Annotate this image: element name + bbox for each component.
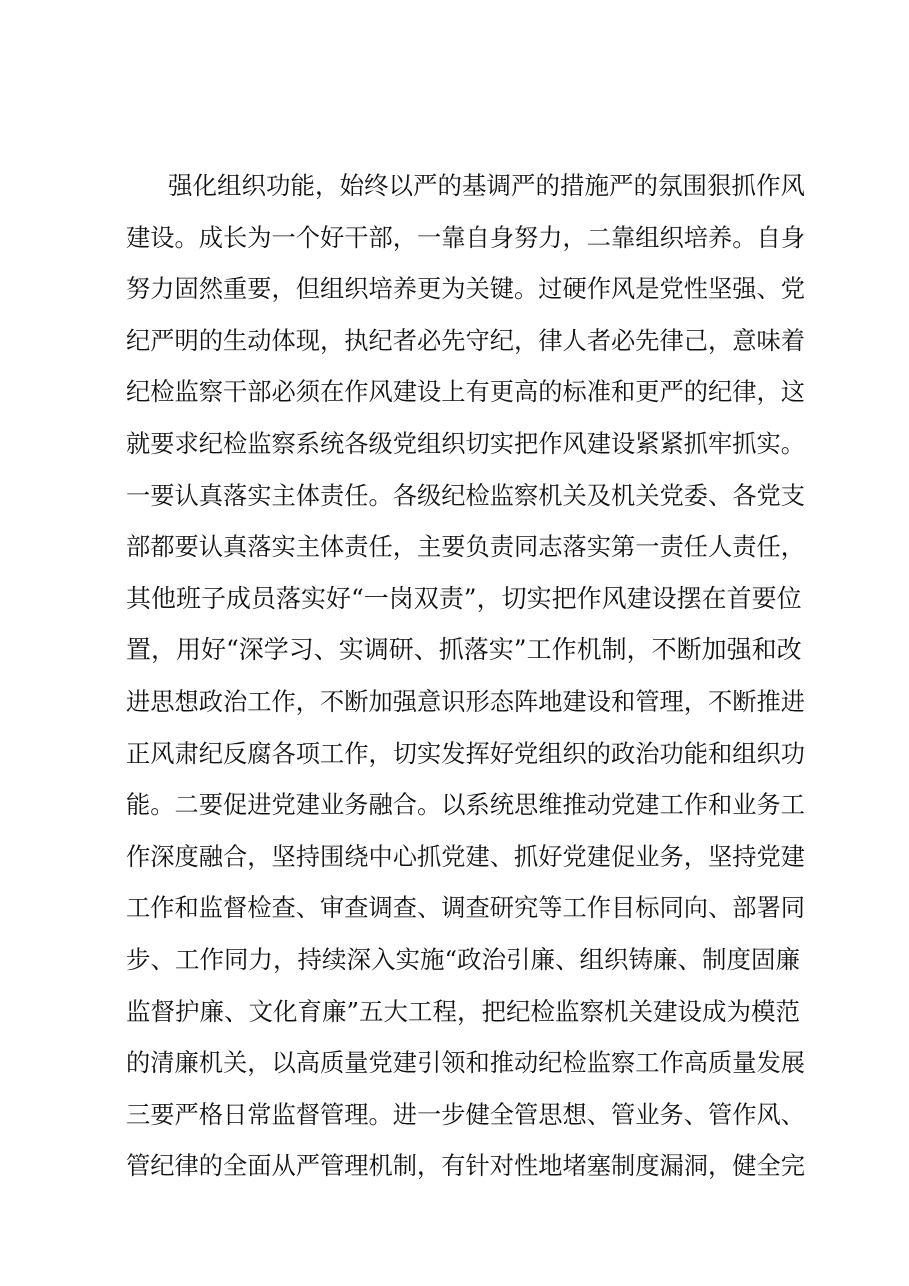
text-line: 部都要认真落实主体责任，主要负责同志落实第一责任人责任， — [126, 532, 806, 562]
text-line: 纪严明的生动体现，执纪者必先守纪，律人者必先律己，意味着 — [126, 325, 806, 355]
text-line: 纪检监察干部必须在作风建设上有更高的标准和更严的纪律，这 — [126, 377, 806, 407]
text-line: 能。二要促进党建业务融合。以系统思维推动党建工作和业务工 — [126, 790, 806, 820]
text-line: 进思想政治工作，不断加强意识形态阵地建设和管理，不断推进 — [126, 686, 806, 716]
text-line: 建设。成长为一个好干部，一靠自身努力，二靠组织培养。自身 — [126, 222, 806, 252]
text-line: 三要严格日常监督管理。进一步健全管思想、管业务、管作风、 — [126, 1099, 806, 1129]
text-line: 其他班子成员落实好“一岗双责”，切实把作风建设摆在首要位 — [126, 583, 802, 613]
paragraph — [126, 160, 806, 1192]
text-line: 一要认真落实主体责任。各级纪检监察机关及机关党委、各党支 — [126, 480, 806, 510]
text-line: 作深度融合，坚持围绕中心抓党建、抓好党建促业务，坚持党建 — [126, 841, 806, 871]
text-line: 就要求纪检监察系统各级党组织切实把作风建设紧紧抓牢抓实。 — [126, 428, 806, 458]
text-line: 的清廉机关，以高质量党建引领和推动纪检监察工作高质量发展 — [126, 1048, 806, 1078]
text-line: 工作和监督检查、审查调查、调查研究等工作目标同向、部署同 — [126, 893, 806, 923]
text-line: 强化组织功能，始终以严的基调严的措施严的氛围狠抓作风 — [168, 171, 805, 200]
text-line: 监督护廉、文化育廉”五大工程，把纪检监察机关建设成为模范 — [126, 996, 801, 1026]
text-line: 管纪律的全面从严管理机制，有针对性地堵塞制度漏洞，健全完 — [126, 1151, 806, 1181]
text-line: 正风肃纪反腐各项工作，切实发挥好党组织的政治功能和组织功 — [126, 738, 806, 768]
text-line: 步、工作同力，持续深入实施“政治引廉、组织铸廉、制度固廉 — [126, 944, 801, 974]
text-line: 努力固然重要，但组织培养更为关键。过硬作风是党性坚强、党 — [126, 274, 806, 304]
text-line: 置，用好“深学习、实调研、抓落实”工作机制，不断加强和改 — [126, 635, 802, 665]
